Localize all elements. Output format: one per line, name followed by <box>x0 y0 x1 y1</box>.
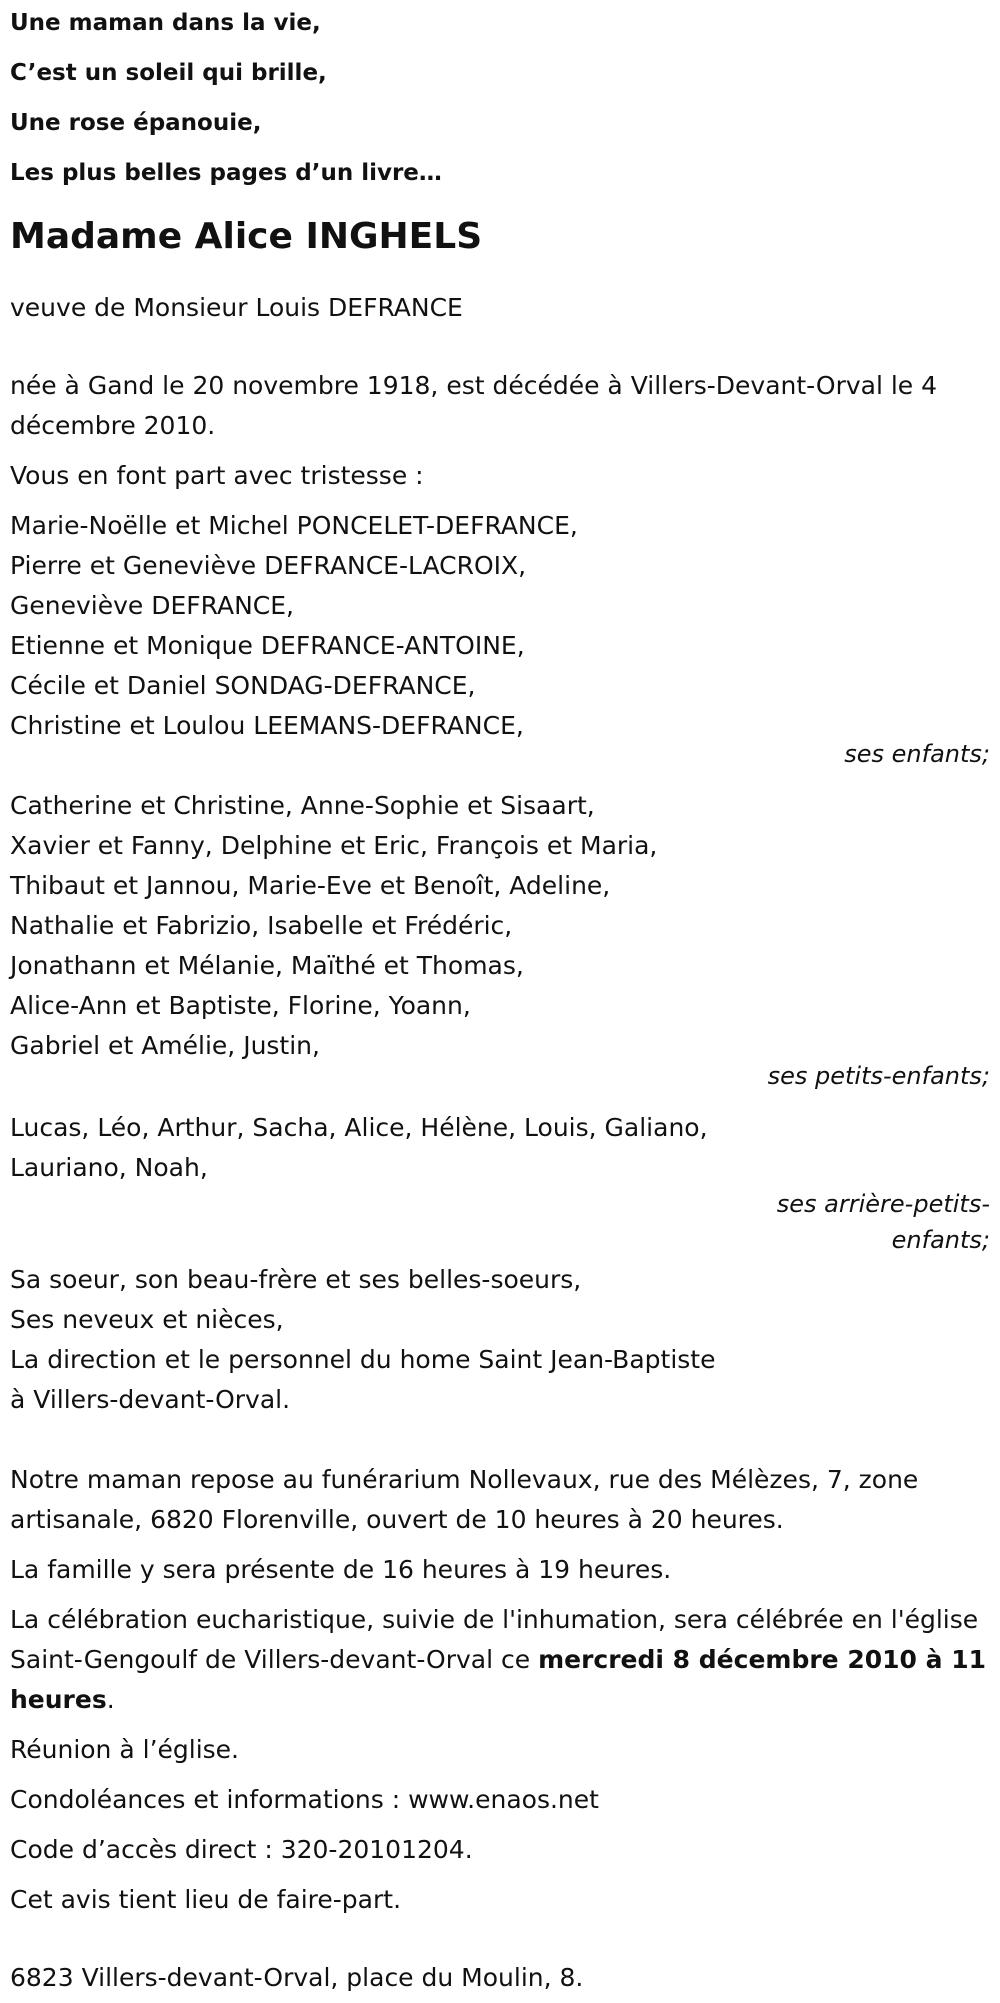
great-grandchildren-list <box>10 1108 990 1188</box>
celebration-info <box>10 1600 990 1720</box>
list-item: à Villers-devant-Orval. <box>10 1385 291 1414</box>
access-code: Code d’accès direct : 320-20101204. <box>10 1835 473 1864</box>
poem-line-1: Une maman dans la vie, <box>10 10 321 36</box>
list-item: Catherine et Christine, Anne-Sophie et Sisaart, <box>10 791 595 820</box>
list-item: La direction et le personnel du home Saint Jean-Baptiste <box>10 1345 716 1374</box>
address: 6823 Villers-devant-Orval, place du Moulin, 8. <box>10 1963 584 1992</box>
list-item: Thibaut et Jannou, Marie-Eve et Benoît, Adeline, <box>10 871 611 900</box>
poem-line-3: Une rose épanouie, <box>10 110 262 136</box>
children-role: ses enfants; <box>844 740 990 768</box>
list-item: Pierre et Geneviève DEFRANCE-LACROIX, <box>10 551 527 580</box>
poem <box>10 6 990 190</box>
notice: Cet avis tient lieu de faire-part. <box>10 1885 402 1914</box>
list-item: Jonathann et Mélanie, Maïthé et Thomas, <box>10 951 524 980</box>
list-item: Xavier et Fanny, Delphine et Eric, François et Maria, <box>10 831 658 860</box>
birth-death: née à Gand le 20 novembre 1918, est décédée à Villers-Devant-Orval le 4 décembre 2010. <box>10 371 938 440</box>
poem-line-2: C’est un soleil qui brille, <box>10 60 327 86</box>
widow-of: veuve de Monsieur Louis DEFRANCE <box>10 293 463 322</box>
grandchildren-list <box>10 786 990 1066</box>
celebration-end: . <box>106 1685 115 1714</box>
list-item: Cécile et Daniel SONDAG-DEFRANCE, <box>10 671 476 700</box>
great-grandchildren-role <box>10 1184 990 1260</box>
list-item: Geneviève DEFRANCE, <box>10 591 295 620</box>
list-item: Nathalie et Fabrizio, Isabelle et Frédéric, <box>10 911 513 940</box>
list-item: Ses neveux et nièces, <box>10 1305 284 1334</box>
celebration-text: La célébration eucharistique, suivie de l'inhumation, sera célébrée en l'église Saint-Gengoulf de Villers-devant-Orval ce <box>10 1605 979 1674</box>
announcement: Vous en font part avec tristesse : <box>10 461 424 490</box>
list-item: Etienne et Monique DEFRANCE-ANTOINE, <box>10 631 525 660</box>
funerarium-info: Notre maman repose au funérarium Nollevaux, rue des Mélèzes, 7, zone artisanale, 6820 Florenville, ouvert de 10 heures à 20 heures. <box>10 1465 919 1534</box>
reunion-info: Réunion à l’église. <box>10 1735 240 1764</box>
list-item: Lucas, Léo, Arthur, Sacha, Alice, Hélène, Louis, Galiano, <box>10 1113 708 1142</box>
grandchildren-role: ses petits-enfants; <box>767 1062 990 1090</box>
great-grandchildren-role-line-1: ses arrière-petits- <box>776 1190 990 1218</box>
list-item: Gabriel et Amélie, Justin, <box>10 1031 320 1060</box>
list-item: Sa soeur, son beau-frère et ses belles-soeurs, <box>10 1265 582 1294</box>
list-item: Lauriano, Noah, <box>10 1153 208 1182</box>
celebration-date: mercredi 8 décembre 2010 à 11 heures <box>10 1645 986 1714</box>
others-list <box>10 1260 990 1420</box>
great-grandchildren-role-line-2: enfants; <box>891 1226 990 1254</box>
condolences-info: Condoléances et informations : www.enaos.net <box>10 1785 599 1814</box>
family-presence: La famille y sera présente de 16 heures à 19 heures. <box>10 1555 672 1584</box>
list-item: Christine et Loulou LEEMANS-DEFRANCE, <box>10 711 524 740</box>
deceased-name: Madame Alice INGHELS <box>10 216 483 257</box>
list-item: Alice-Ann et Baptiste, Florine, Yoann, <box>10 991 471 1020</box>
poem-line-4: Les plus belles pages d’un livre… <box>10 160 442 186</box>
list-item: Marie-Noëlle et Michel PONCELET-DEFRANCE, <box>10 511 578 540</box>
children-list <box>10 506 990 746</box>
